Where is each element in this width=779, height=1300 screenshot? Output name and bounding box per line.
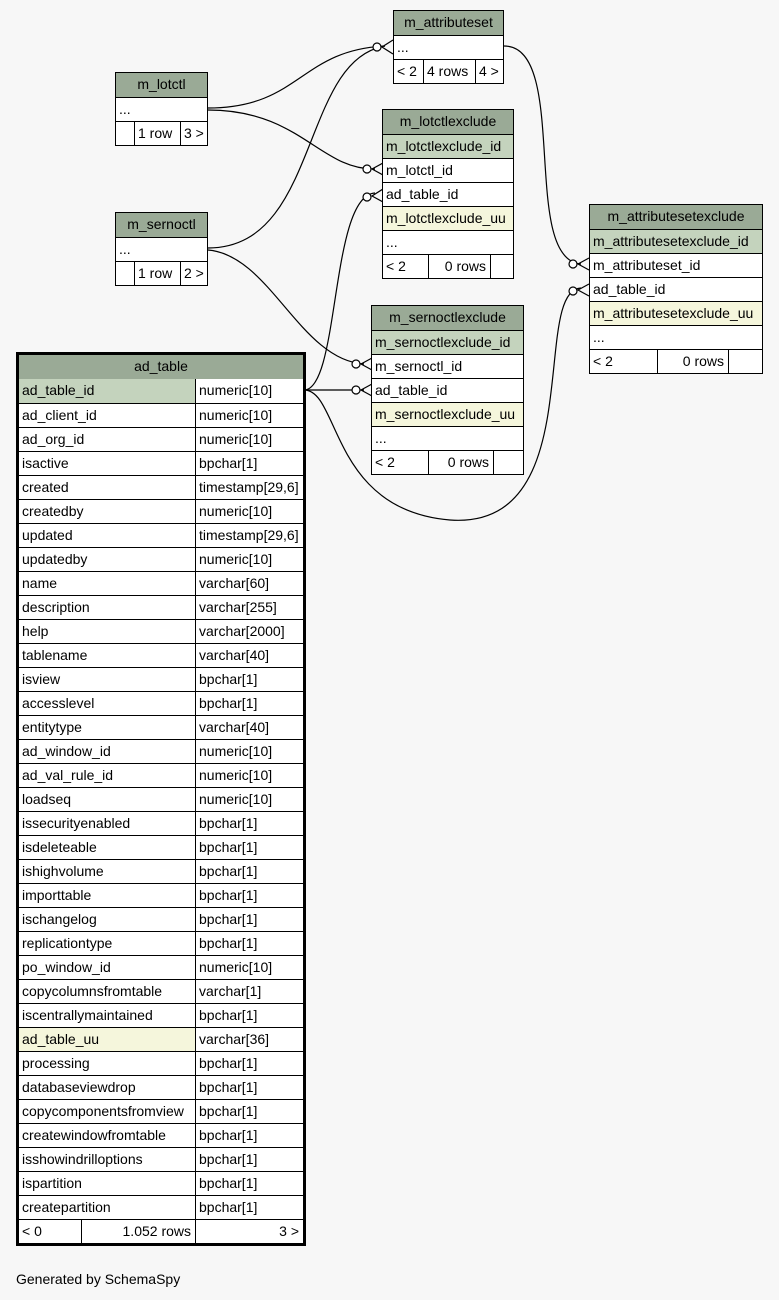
row-count: 1 row — [134, 122, 180, 145]
column-primary-key[interactable]: m_attributesetexclude_id — [590, 229, 762, 253]
column-type: bpchar[1] — [195, 812, 303, 835]
table-header[interactable]: ad_table — [19, 355, 303, 379]
optional-marker — [352, 360, 360, 368]
child-count[interactable]: 4 > — [475, 60, 503, 83]
column-type: timestamp[29,6] — [195, 524, 303, 547]
parent-count — [116, 122, 134, 145]
column-name: accesslevel — [22, 695, 95, 711]
column-row[interactable] — [19, 571, 303, 595]
column-type: bpchar[1] — [195, 1052, 303, 1075]
column-type: numeric[10] — [195, 379, 303, 403]
column-row[interactable]: m_sernoctl_id — [372, 354, 523, 378]
optional-marker — [569, 287, 577, 295]
column-name: isshowindrilloptions — [22, 1151, 143, 1167]
column-type: bpchar[1] — [195, 1076, 303, 1099]
parent-count: < 0 — [22, 1223, 42, 1239]
column-row[interactable]: m_lotctl_id — [383, 158, 513, 182]
column-type: varchar[60] — [195, 572, 303, 595]
table-m-attributesetexclude[interactable] — [589, 204, 763, 374]
column-type: bpchar[1] — [195, 860, 303, 883]
column-type: varchar[2000] — [195, 620, 303, 643]
column-row[interactable] — [19, 451, 303, 475]
column-primary-key[interactable]: m_lotctlexclude_id — [383, 134, 513, 158]
column-row[interactable] — [19, 715, 303, 739]
column-row[interactable] — [19, 475, 303, 499]
column-type: numeric[10] — [195, 404, 303, 427]
column-ellipsis: ... — [383, 230, 513, 254]
table-ad-table[interactable] — [16, 352, 306, 1246]
parent-count[interactable]: < 2 — [593, 353, 613, 369]
table-header[interactable]: m_lotctlexclude — [383, 110, 513, 134]
column-unique[interactable]: m_lotctlexclude_uu — [383, 206, 513, 230]
column-row[interactable]: m_attributeset_id — [590, 253, 762, 277]
column-row[interactable] — [19, 1171, 303, 1195]
column-row[interactable] — [19, 523, 303, 547]
column-row[interactable] — [19, 403, 303, 427]
column-name: ispartition — [22, 1175, 82, 1191]
column-name: importtable — [22, 887, 92, 903]
column-type: numeric[10] — [195, 548, 303, 571]
column-row[interactable] — [19, 1195, 303, 1219]
column-unique[interactable]: m_sernoctlexclude_uu — [372, 402, 523, 426]
table-header[interactable]: m_lotctl — [116, 73, 207, 97]
ad-table-columns — [19, 379, 303, 1219]
table-m-lotctlexclude[interactable] — [382, 109, 514, 279]
crowfoot-marker — [578, 284, 589, 296]
parent-count[interactable]: < 2 — [397, 63, 417, 79]
column-name: isactive — [22, 455, 69, 471]
column-name: created — [22, 479, 69, 495]
optional-marker — [363, 165, 371, 173]
column-name: entitytype — [22, 719, 82, 735]
row-count: 0 rows — [657, 350, 728, 373]
column-type: varchar[36] — [195, 1028, 303, 1051]
column-ellipsis: ... — [590, 325, 762, 349]
column-row[interactable] — [19, 763, 303, 787]
table-header[interactable]: m_sernoctlexclude — [372, 306, 523, 330]
table-footer — [383, 254, 513, 278]
table-header[interactable]: m_sernoctl — [116, 213, 207, 237]
parent-count[interactable]: < 2 — [386, 258, 406, 274]
column-row[interactable] — [19, 811, 303, 835]
parent-count — [116, 262, 134, 285]
column-row[interactable] — [19, 1123, 303, 1147]
column-name: copycolumnsfromtable — [22, 983, 163, 999]
generated-by-note: Generated by SchemaSpy — [16, 1271, 181, 1287]
column-name: tablename — [22, 647, 88, 663]
column-row[interactable] — [19, 1147, 303, 1171]
column-row[interactable] — [19, 979, 303, 1003]
column-name: description — [22, 599, 90, 615]
column-type: bpchar[1] — [195, 1172, 303, 1195]
column-type: numeric[10] — [195, 740, 303, 763]
column-row[interactable] — [19, 1075, 303, 1099]
table-m-attributeset[interactable] — [393, 10, 504, 84]
row-count: 0 rows — [428, 451, 493, 474]
column-type: bpchar[1] — [195, 1196, 303, 1219]
column-name: issecurityenabled — [22, 815, 131, 831]
column-row[interactable] — [19, 1003, 303, 1027]
column-row[interactable]: ad_table_id — [590, 277, 762, 301]
column-type: numeric[10] — [195, 428, 303, 451]
column-row[interactable]: ad_table_id — [383, 182, 513, 206]
column-row[interactable] — [19, 859, 303, 883]
column-row[interactable] — [19, 907, 303, 931]
column-name: iscentrallymaintained — [22, 1007, 153, 1023]
column-name: ischangelog — [22, 911, 97, 927]
column-name: loadseq — [22, 791, 72, 807]
edge-attributeset-attributesetexclude — [504, 46, 581, 264]
column-name: replicationtype — [22, 935, 113, 951]
optional-marker — [363, 193, 371, 201]
table-footer — [372, 450, 523, 474]
table-footer — [394, 59, 503, 83]
column-type: numeric[10] — [195, 764, 303, 787]
child-count[interactable]: 3 > — [195, 1220, 303, 1243]
column-row[interactable] — [19, 1099, 303, 1123]
column-row[interactable] — [19, 931, 303, 955]
column-row[interactable] — [19, 379, 303, 403]
child-count — [493, 451, 523, 474]
column-name: createpartition — [22, 1199, 111, 1215]
column-type: varchar[255] — [195, 596, 303, 619]
column-primary-key[interactable]: m_sernoctlexclude_id — [372, 330, 523, 354]
row-count: 1 row — [134, 262, 180, 285]
column-type: varchar[1] — [195, 980, 303, 1003]
table-footer — [116, 261, 207, 285]
column-type: bpchar[1] — [195, 932, 303, 955]
column-row[interactable]: ad_table_id — [372, 378, 523, 402]
table-header[interactable]: m_attributeset — [394, 11, 503, 35]
column-name: createdby — [22, 503, 84, 519]
column-row[interactable] — [19, 499, 303, 523]
child-count[interactable]: 3 > — [180, 122, 207, 145]
optional-marker — [373, 43, 381, 51]
column-type: bpchar[1] — [195, 1148, 303, 1171]
column-type: bpchar[1] — [195, 668, 303, 691]
column-name: createwindowfromtable — [22, 1127, 166, 1143]
column-name: ad_val_rule_id — [22, 767, 114, 783]
column-name: ad_table_uu — [19, 1028, 195, 1051]
child-count — [490, 255, 513, 278]
column-name: help — [22, 623, 49, 639]
column-row[interactable] — [19, 427, 303, 451]
column-row[interactable] — [19, 595, 303, 619]
row-count: 1.052 rows — [81, 1220, 195, 1243]
column-name: name — [22, 575, 58, 591]
column-row[interactable] — [19, 667, 303, 691]
column-row[interactable] — [19, 1051, 303, 1075]
column-row[interactable] — [19, 787, 303, 811]
column-name: po_window_id — [22, 959, 111, 975]
table-footer — [19, 1219, 303, 1243]
edge-adtable-lotctlexclude — [304, 193, 375, 390]
column-row[interactable] — [19, 691, 303, 715]
column-ellipsis: ... — [372, 426, 523, 450]
row-count: 4 rows — [423, 60, 475, 83]
column-type: varchar[40] — [195, 716, 303, 739]
optional-marker — [569, 260, 577, 268]
column-type: bpchar[1] — [195, 908, 303, 931]
edge-sernoctl-attributeset — [208, 46, 385, 248]
optional-marker — [352, 386, 360, 394]
edge-lotctl-lotctlexclude — [208, 110, 375, 169]
column-type: timestamp[29,6] — [195, 476, 303, 499]
edge-lotctl-attributeset — [208, 46, 385, 108]
column-type: bpchar[1] — [195, 884, 303, 907]
column-type: numeric[10] — [195, 788, 303, 811]
column-ellipsis: ... — [394, 35, 503, 59]
child-count[interactable]: 2 > — [180, 262, 207, 285]
column-name: ad_window_id — [22, 743, 111, 759]
column-row[interactable] — [19, 643, 303, 667]
column-name: copycomponentsfromview — [22, 1103, 184, 1119]
table-header[interactable]: m_attributesetexclude — [590, 205, 762, 229]
child-count — [728, 350, 762, 373]
column-type: bpchar[1] — [195, 836, 303, 859]
column-ellipsis: ... — [116, 97, 207, 121]
column-name: ad_table_id — [19, 379, 195, 403]
column-unique[interactable]: m_attributesetexclude_uu — [590, 301, 762, 325]
parent-count[interactable]: < 2 — [375, 454, 395, 470]
column-name: isdeleteable — [22, 839, 97, 855]
column-name: ishighvolume — [22, 863, 104, 879]
column-name: ad_org_id — [22, 431, 85, 447]
column-row[interactable] — [19, 955, 303, 979]
table-m-lotctl[interactable] — [115, 72, 208, 146]
column-name: updatedby — [22, 551, 88, 567]
column-ellipsis: ... — [116, 237, 207, 261]
column-type: bpchar[1] — [195, 452, 303, 475]
column-type: varchar[40] — [195, 644, 303, 667]
column-type: bpchar[1] — [195, 1124, 303, 1147]
column-row[interactable] — [19, 547, 303, 571]
column-name: updated — [22, 527, 73, 543]
column-row[interactable] — [19, 1027, 303, 1051]
table-m-sernoctl[interactable] — [115, 212, 208, 286]
column-row[interactable] — [19, 619, 303, 643]
column-type: numeric[10] — [195, 956, 303, 979]
column-row[interactable] — [19, 835, 303, 859]
crowfoot-marker — [382, 40, 393, 54]
column-type: numeric[10] — [195, 500, 303, 523]
column-name: processing — [22, 1055, 90, 1071]
column-type: bpchar[1] — [195, 692, 303, 715]
column-name: ad_client_id — [22, 407, 97, 423]
table-footer — [116, 121, 207, 145]
column-type: bpchar[1] — [195, 1004, 303, 1027]
table-footer — [590, 349, 762, 373]
column-name: databaseviewdrop — [22, 1079, 136, 1095]
column-row[interactable] — [19, 883, 303, 907]
row-count: 0 rows — [428, 255, 490, 278]
column-row[interactable] — [19, 739, 303, 763]
column-name: isview — [22, 671, 61, 687]
column-type: bpchar[1] — [195, 1100, 303, 1123]
table-m-sernoctlexclude[interactable] — [371, 305, 524, 475]
